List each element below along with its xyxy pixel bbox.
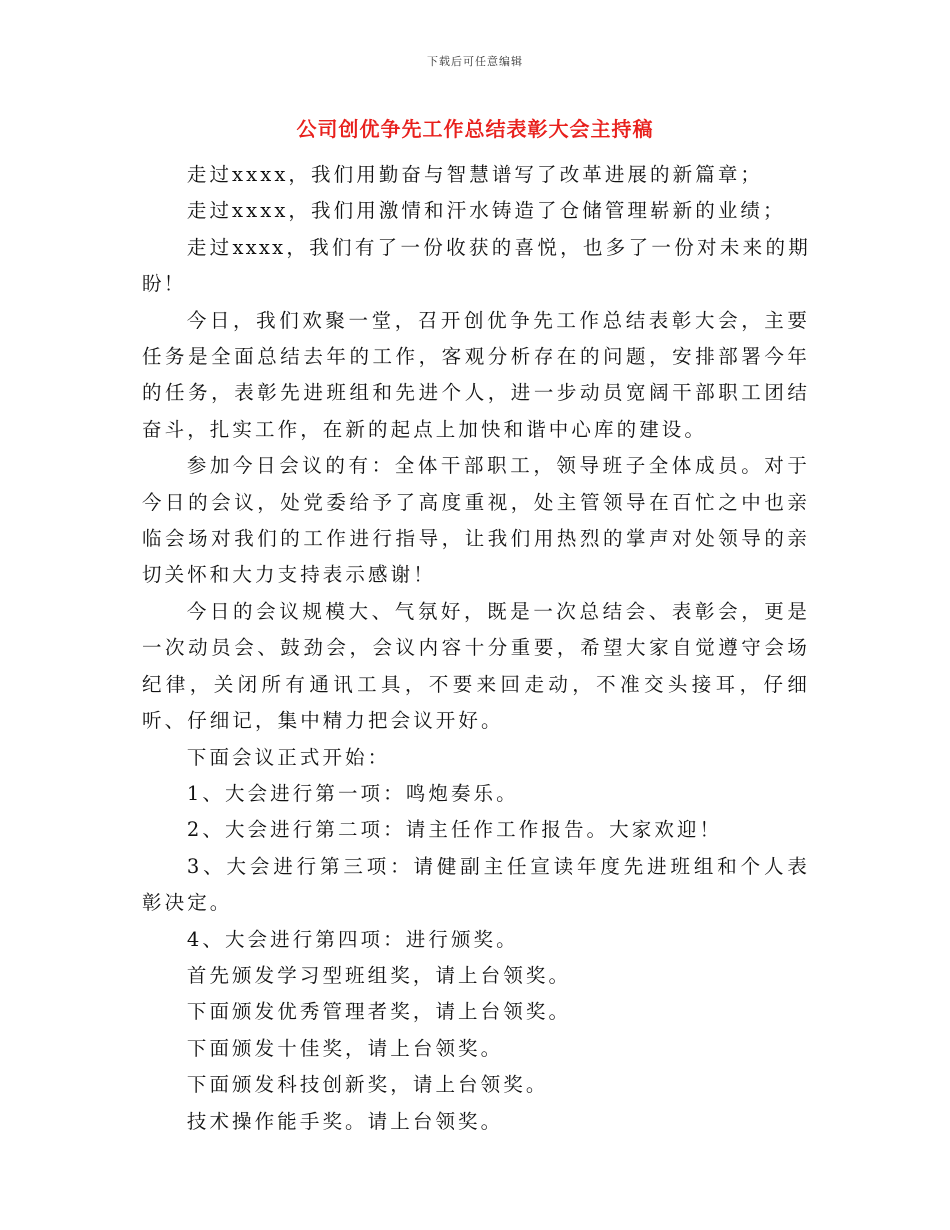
document-body	[142, 157, 810, 1140]
agenda-item-2: 2、大会进行第二项：请主任作工作报告。大家欢迎！	[186, 818, 723, 842]
paragraph-7: 下面会议正式开始：	[186, 745, 391, 769]
award-line-4: 下面颁发科技创新奖，请上台领奖。	[186, 1073, 549, 1097]
document-title: 公司创优争先工作总结表彰大会主持稿	[296, 117, 654, 141]
award-line-5: 技术操作能手奖。请上台领奖。	[186, 1109, 504, 1133]
agenda-item-4: 4、大会进行第四项：进行颁奖。	[186, 927, 519, 951]
paragraph-1: 走过xxxx，我们用勤奋与智慧谱写了改革进展的新篇章；	[186, 163, 764, 186]
paragraph-6: 今日的会议规模大、气氛好，既是一次总结会、表彰会，更是一次动员会、鼓劲会，会议内容十分重要，希望大家自觉遵守会场纪律，关闭所有通讯工具，不要来回走动，不准交头接耳，仔细听、仔细记，集中精力把会议开好。	[142, 599, 810, 733]
header-note: 下载后可任意编辑	[427, 55, 523, 68]
agenda-item-3: 3、大会进行第三项：请健副主任宣读年度先进班组和个人表彰决定。	[142, 854, 810, 915]
award-line-1: 首先颁发学习型班组奖，请上台领奖。	[186, 963, 572, 987]
paragraph-3: 走过xxxx，我们有了一份收获的喜悦，也多了一份对未来的期盼！	[142, 235, 810, 296]
award-line-2: 下面颁发优秀管理者奖，请上台领奖。	[186, 1000, 572, 1024]
paragraph-2: 走过xxxx，我们用激情和汗水铸造了仓储管理崭新的业绩；	[186, 199, 786, 223]
agenda-item-1: 1、大会进行第一项：鸣炮奏乐。	[186, 781, 519, 805]
paragraph-5: 参加今日会议的有：全体干部职工，领导班子全体成员。对于今日的会议，处党委给予了高度重视，处主管领导在百忙之中也亲临会场对我们的工作进行指导，让我们用热烈的掌声对处领导的亲切关怀和大力支持表示感谢！	[142, 454, 810, 587]
award-line-3: 下面颁发十佳奖，请上台领奖。	[186, 1036, 504, 1060]
paragraph-4: 今日，我们欢聚一堂，召开创优争先工作总结表彰大会，主要任务是全面总结去年的工作，客观分析存在的问题，安排部署今年的任务，表彰先进班组和先进个人，进一步动员宽阔干部职工团结奋斗，扎实工作，在新的起点上加快和谐中心库的建设。	[142, 308, 810, 441]
